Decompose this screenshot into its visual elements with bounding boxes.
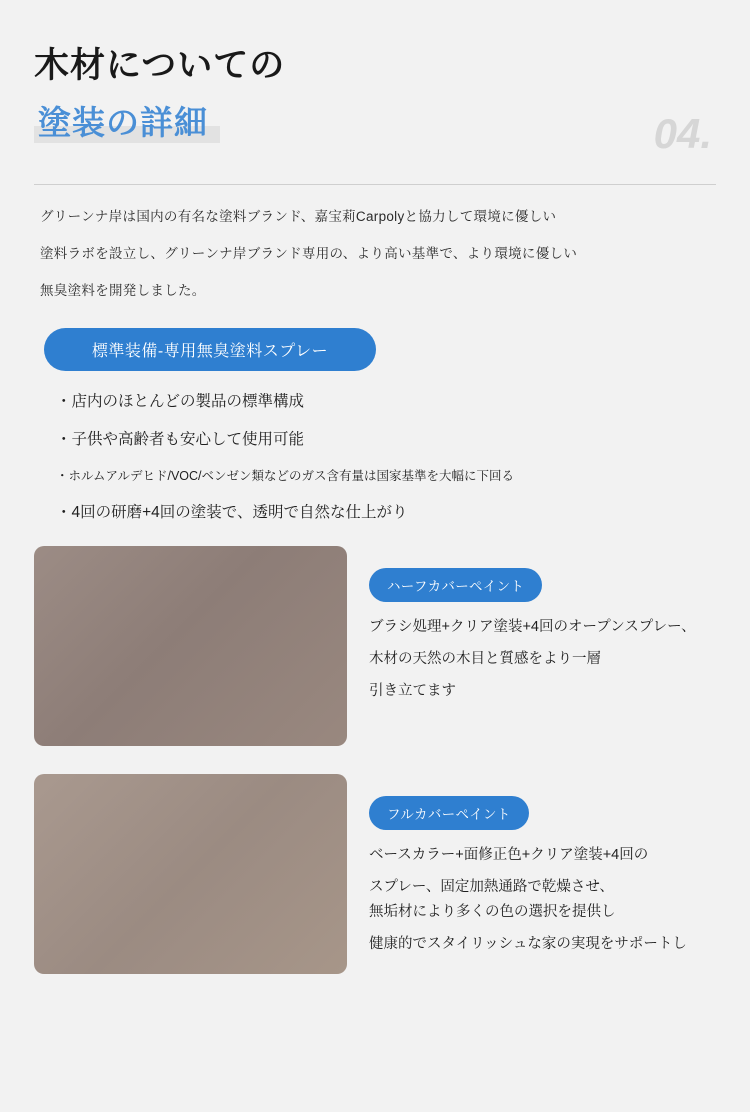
page-title-line2-wrapper [34,101,212,146]
page-header [34,0,716,157]
paint-cards [34,546,716,974]
page-title-line2: 塗装の詳細 [38,104,208,142]
paint-card-line: スプレー、固定加熱通路で乾燥させ、 [369,879,614,896]
intro-paragraph: 無臭塗料を開発しました。 [40,282,206,298]
paint-card-line: 無垢材により多くの色の選択を提供し [369,904,616,921]
paint-card-text [369,617,716,702]
paint-card-line: 健康的でスタイリッシュな家の実現をサポートし [369,936,687,953]
highlight-pill: 標準装備-専用無臭塗料スプレー [44,328,376,371]
paint-card-line: ベースカラー+面修正色+クリア塗装+4回の [369,847,649,864]
list-item: ・子供や高齢者も安心して使用可能 [56,431,305,449]
section-number: 04. [653,110,712,157]
paint-card-line: 引き立てます [369,683,456,700]
paint-card-body [347,546,716,713]
feature-bullet-list [34,391,716,525]
list-item: ・ホルムアルデヒド/VOC/ベンゼン類などのガス含有量は国家基準を大幅に下回る [56,468,515,483]
paint-card-line: 木材の天然の木目と質感をより一層 [369,651,601,668]
paint-card [34,774,716,974]
paint-card-line: ブラシ処理+クリア塗装+4回のオープンスプレー、 [369,619,696,636]
list-item: ・4回の研磨+4回の塗装で、透明で自然な仕上がり [56,504,408,522]
paint-card-text [369,845,716,955]
full-cover-paint-swatch [34,774,347,974]
intro-paragraph: グリーンナ岸は国内の有名な塗料ブランド、嘉宝莉Carpolyと協力して環境に優しい [40,208,557,224]
paint-card-body [347,774,716,959]
status-badge: フルカバーペイント [369,796,529,830]
list-item: ・店内のほとんどの製品の標準構成 [56,392,305,410]
header-divider [34,184,716,185]
status-badge: ハーフカバーペイント [369,568,542,602]
paint-card [34,546,716,746]
page-title-line1: 木材についての [34,46,286,85]
half-cover-paint-swatch [34,546,347,746]
intro-block [34,207,716,302]
intro-paragraph: 塗料ラボを設立し、グリーンナ岸ブランド専用の、より高い基準で、より環境に優しい [40,245,578,261]
